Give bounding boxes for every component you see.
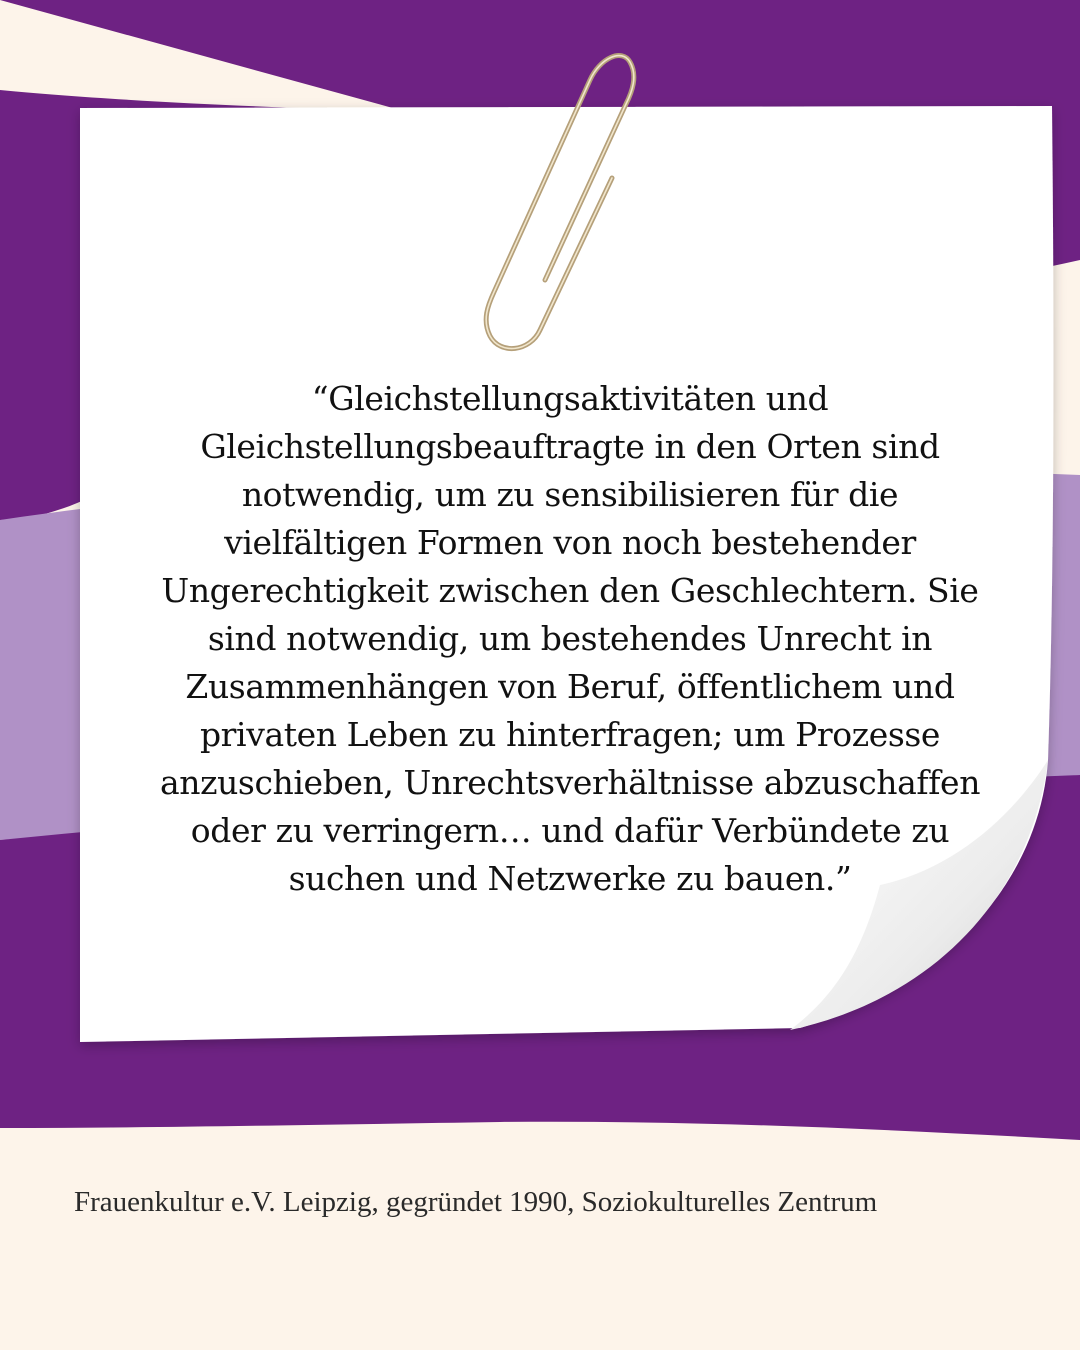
caption-text: Frauenkultur e.V. Leipzig, gegründet 1990, Soziokulturelles Zentrum <box>74 1186 878 1218</box>
quote-text: “Gleichstellungsaktivitäten und Gleichstellungsbeauftragte in den Orten sind notwendig, um zu sensibilisieren für die vielfältigen Formen von noch bestehender Ungerechtigkeit zwischen den Geschlechtern. Sie sind notwendig, um bestehendes Unrecht in Zusammenhängen von Beruf, öffentlichem und privaten Leben zu hinterfragen; um Prozesse anzuschieben, Unrechtsverhältnisse abzuschaffen oder zu verringern… und dafür Verbündete zu suchen und Netzwerke zu bauen.” <box>159 379 981 898</box>
